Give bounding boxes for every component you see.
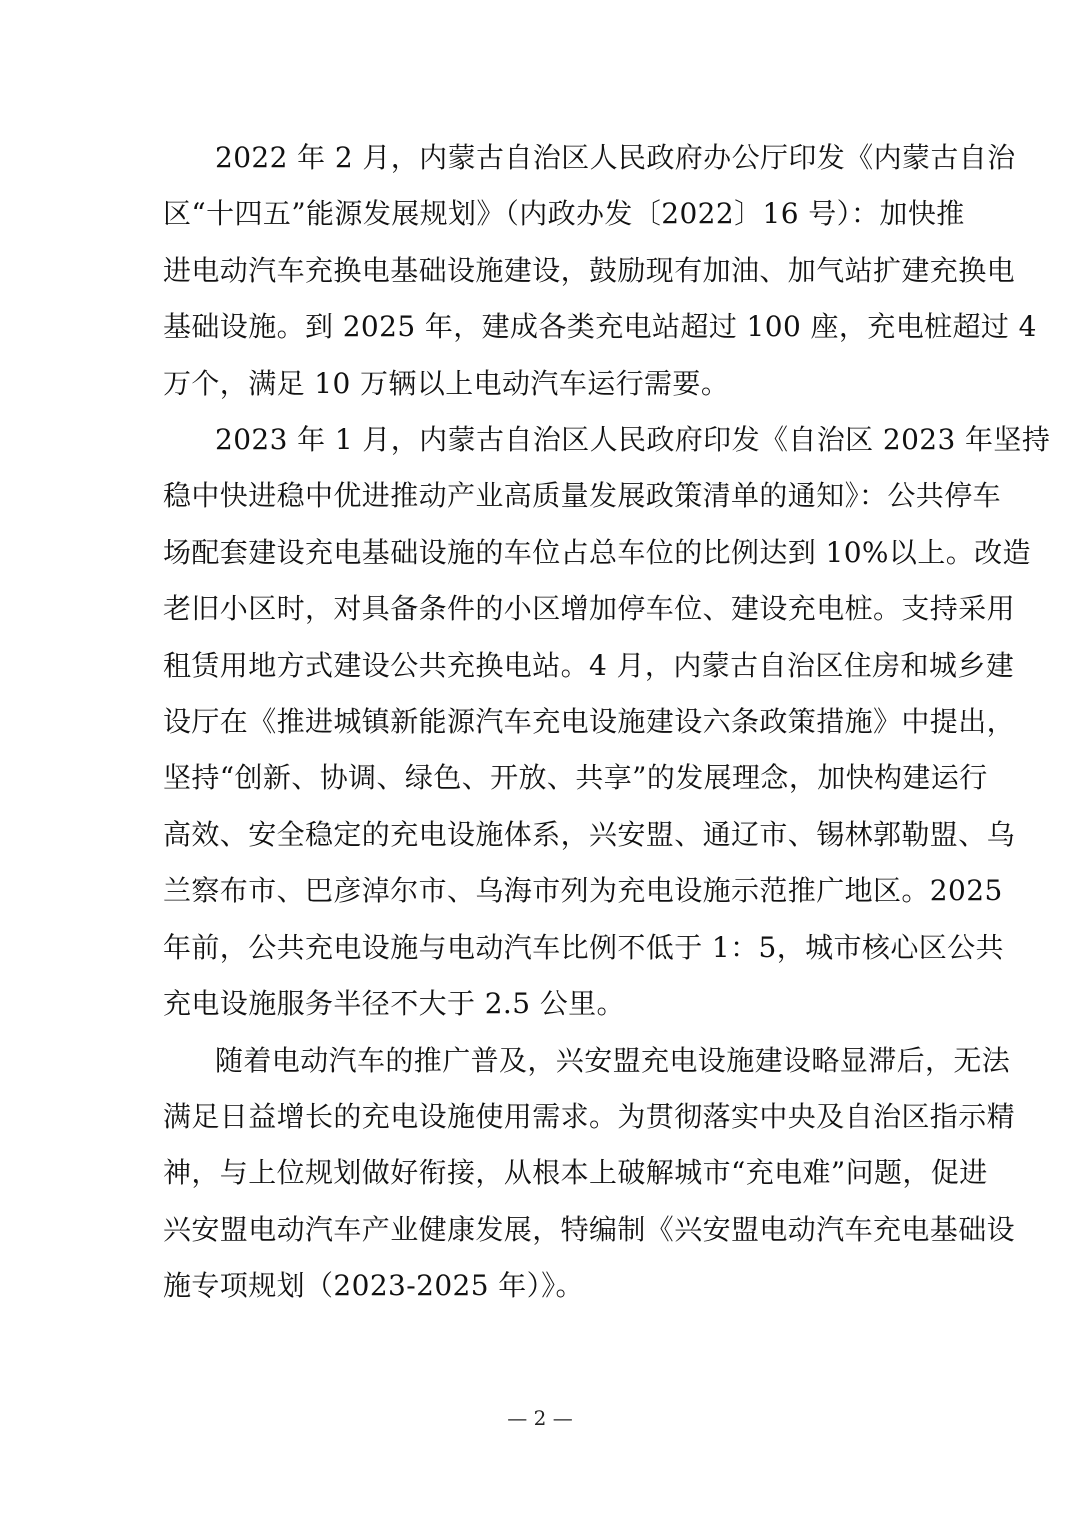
text-line: 设厅在《推进城镇新能源汽车充电设施建设六条政策措施》中提出， [163, 705, 1016, 739]
text-line: 随着电动汽车的推广普及，兴安盟充电设施建设略显滞后，无法 [215, 1043, 1011, 1077]
page-number: — 2 — [507, 1406, 573, 1430]
text-line: 2023 年 1 月，内蒙古自治区人民政府印发《自治区 2023 年坚持 [215, 423, 1051, 457]
text-line: 高效、安全稳定的充电设施体系，兴安盟、通辽市、锡林郭勒盟、乌 [163, 817, 1016, 851]
text-line: 场配套建设充电基础设施的车位占总车位的比例达到 10%以上。改造 [163, 535, 1031, 569]
text-line: 老旧小区时，对具备条件的小区增加停车位、建设充电桩。支持采用 [163, 592, 1016, 626]
text-line: 稳中快进稳中优进推动产业高质量发展政策清单的通知》：公共停车 [163, 479, 1002, 513]
text-line: 进电动汽车充换电基础设施建设，鼓励现有加油、加气站扩建充换电 [163, 253, 1016, 287]
text-line: 兴安盟电动汽车产业健康发展，特编制《兴安盟电动汽车充电基础设 [163, 1212, 1016, 1246]
text-line: 施专项规划（2023-2025 年）》。 [163, 1269, 584, 1303]
text-line: 坚持“创新、协调、绿色、开放、共享”的发展理念，加快构建运行 [163, 761, 988, 795]
text-line: 年前，公共充电设施与电动汽车比例不低于 1：5，城市核心区公共 [163, 930, 1004, 964]
text-line: 满足日益增长的充电设施使用需求。为贯彻落实中央及自治区指示精 [163, 1099, 1016, 1133]
text-line: 充电设施服务半径不大于 2.5 公里。 [163, 987, 625, 1021]
text-line: 2022 年 2 月，内蒙古自治区人民政府办公厅印发《内蒙古自治 [215, 141, 1016, 174]
paragraph-1 [163, 130, 1037, 412]
text-line: 区“十四五”能源发展规划》（内政办发〔2022〕16 号）：加快推 [163, 197, 965, 231]
text-line: 基础设施。到 2025 年，建成各类充电站超过 100 座，充电桩超过 4 [163, 310, 1037, 344]
text-line: 兰察布市、巴彦淖尔市、乌海市列为充电设施示范推广地区。2025 [163, 874, 1003, 908]
text-line: 万个，满足 10 万辆以上电动汽车运行需要。 [163, 366, 730, 400]
text-line: 神，与上位规划做好衔接，从根本上破解城市“充电难”问题，促进 [163, 1156, 988, 1190]
text-line: 租赁用地方式建设公共充换电站。4 月，内蒙古自治区住房和城乡建 [163, 648, 1015, 682]
paragraph-2 [163, 412, 1051, 1032]
paragraph-3 [163, 1033, 1016, 1315]
document-body [163, 130, 1051, 1315]
